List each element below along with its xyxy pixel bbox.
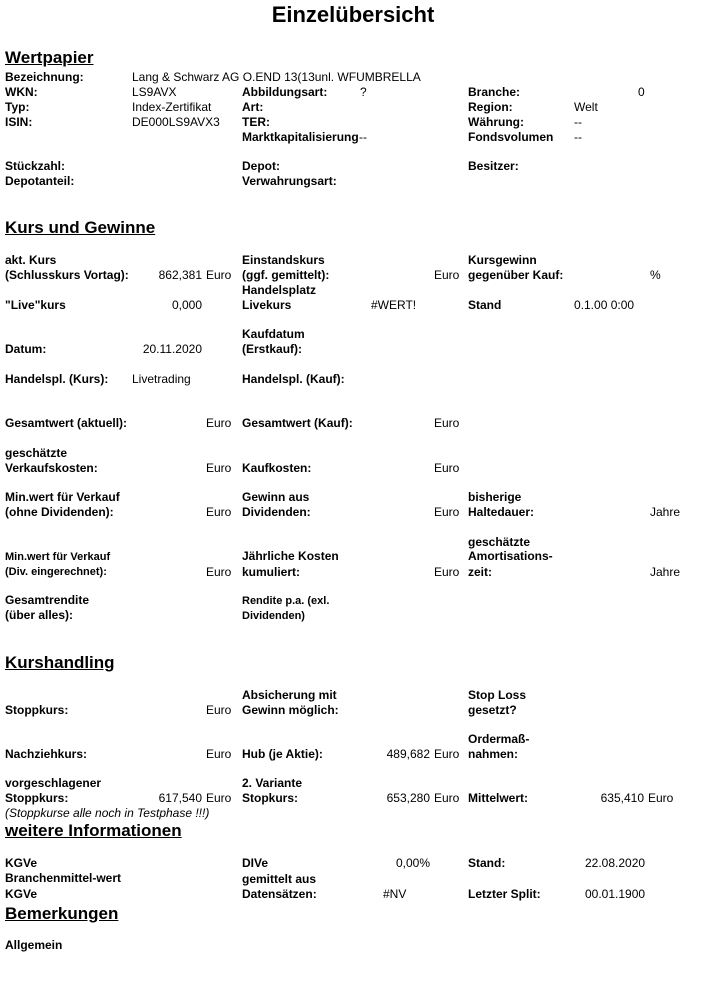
isin-value: DE000LS9AVX3 — [132, 115, 220, 129]
region-label: Region: — [468, 100, 513, 114]
gewinn-dividenden-unit: Euro — [434, 505, 460, 519]
rendite-pa-label-2: Dividenden) — [242, 610, 305, 622]
verkaufskosten-label: geschätzte — [5, 446, 68, 460]
section-bemerkungen: Bemerkungen — [5, 904, 119, 923]
section-weitere-informationen: weitere Informationen — [5, 821, 182, 840]
bezeichnung-label: Bezeichnung: — [5, 70, 84, 84]
typ-value: Index-Zertifikat — [132, 100, 212, 114]
letzter-split-label: Letzter Split: — [468, 887, 541, 901]
kaufdatum-label-2: (Erstkauf): — [242, 342, 303, 356]
kursgewinn-unit: % — [650, 268, 661, 282]
section-wertpapier: Wertpapier — [5, 48, 94, 67]
handelsplatz-livekurs-label-2: Livekurs — [242, 298, 292, 312]
stoploss-label: Stop Loss — [468, 688, 527, 702]
handelspl-kauf-label: Handelspl. (Kauf): — [242, 372, 345, 386]
waehrung-value: -- — [574, 115, 582, 129]
kgve-label: KGVe — [5, 856, 38, 870]
weitere-stand-value: 22.08.2020 — [585, 856, 646, 870]
vorgeschlagener-stoppkurs-value: 617,540 — [158, 791, 202, 805]
minwert-ohne-div-label-2: (ohne Dividenden): — [5, 505, 114, 519]
mittelwert-label: Mittelwert: — [468, 791, 528, 805]
amortisation-label: geschätzte — [468, 535, 531, 549]
allgemein-label: Allgemein — [5, 938, 63, 952]
rendite-pa-label: Rendite p.a. (exl. — [242, 595, 330, 607]
datum-label: Datum: — [5, 342, 47, 356]
minwert-ohne-div-unit: Euro — [206, 505, 232, 519]
fondsvolumen-value: -- — [574, 130, 582, 144]
gesamtwert-kauf-unit: Euro — [434, 416, 460, 430]
livekurs-value: 0,000 — [171, 298, 202, 312]
depotanteil-label: Depotanteil: — [5, 174, 75, 188]
verkaufskosten-label-2: Verkaufskosten: — [5, 461, 98, 475]
gemittelt-value: #NV — [383, 887, 407, 901]
akt-kurs-value: 862,381 — [158, 268, 202, 282]
gesamtwert-aktuell-label: Gesamtwert (aktuell): — [5, 416, 128, 430]
wkn-value: LS9AVX — [132, 85, 177, 99]
haltedauer-label: bisherige — [468, 490, 522, 504]
hub-unit: Euro — [434, 747, 460, 761]
waehrung-label: Währung: — [468, 115, 524, 129]
absicherung-label: Absicherung mit — [242, 688, 337, 702]
handelsplatz-livekurs-label: Handelsplatz — [242, 283, 317, 297]
kursgewinn-label: Kursgewinn — [468, 253, 537, 267]
bezeichnung-value: Lang & Schwarz AG O.END 13(13unl. WFUMBRELLA — [132, 70, 421, 84]
weitere-stand-label: Stand: — [468, 856, 506, 870]
verkaufskosten-unit: Euro — [206, 461, 232, 475]
minwert-mit-div-label-2: (Div. eingerechnet): — [5, 566, 107, 578]
page-title: Einzelübersicht — [271, 2, 435, 27]
marktkap-value: -- — [359, 130, 367, 144]
stand-label: Stand — [468, 298, 502, 312]
jaehrliche-kosten-label: Jährliche Kosten — [242, 549, 339, 563]
einstandskurs-label: Einstandskurs — [242, 253, 325, 267]
fondsvolumen-label: Fondsvolumen — [468, 130, 554, 144]
handelsplatz-livekurs-value: #WERT! — [371, 298, 417, 312]
gesamtwert-aktuell-unit: Euro — [206, 416, 232, 430]
amortisation-label-3: zeit: — [468, 565, 492, 579]
variante-label: 2. Variante — [242, 776, 303, 790]
stoploss-label-2: gesetzt? — [468, 703, 517, 717]
handelspl-kurs-value: Livetrading — [132, 372, 191, 386]
dive-value: 0,00% — [395, 856, 430, 870]
einstandskurs-unit: Euro — [434, 268, 460, 282]
isin-label: ISIN: — [5, 115, 33, 129]
testphase-note: (Stoppkurse alle noch in Testphase !!!) — [5, 806, 210, 820]
mittelwert-unit: Euro — [648, 791, 674, 805]
variante-unit: Euro — [434, 791, 460, 805]
minwert-ohne-div-label: Min.wert für Verkauf — [5, 490, 120, 504]
branche-label: Branche: — [468, 85, 521, 99]
section-kurs-und-gewinne: Kurs und Gewinne — [5, 218, 156, 237]
abbildungsart-value: ? — [360, 85, 367, 99]
hub-value: 489,682 — [386, 747, 430, 761]
abbildungsart-label: Abbildungsart: — [242, 85, 328, 99]
ordermassnahmen-label-2: nahmen: — [468, 747, 519, 761]
kursgewinn-label-2: gegenüber Kauf: — [468, 268, 564, 282]
jaehrliche-kosten-label-2: kumuliert: — [242, 565, 301, 579]
vorgeschlagener-stoppkurs-label-2: Stoppkurs: — [5, 791, 69, 805]
nachziehkurs-label: Nachziehkurs: — [5, 747, 88, 761]
akt-kurs-label-2: (Schlusskurs Vortag): — [5, 268, 129, 282]
ordermassnahmen-label: Ordermaß- — [468, 732, 530, 746]
einstandskurs-label-2: (ggf. gemittelt): — [242, 268, 330, 282]
letzter-split-value: 00.01.1900 — [585, 887, 646, 901]
stueckzahl-label: Stückzahl: — [5, 159, 66, 173]
haltedauer-label-2: Haltedauer: — [468, 505, 535, 519]
handelspl-kurs-label: Handelspl. (Kurs): — [5, 372, 109, 386]
typ-label: Typ: — [5, 100, 30, 114]
marktkap-label: Marktkapitalisierung — [242, 130, 359, 144]
verwahrungsart-label: Verwahrungsart: — [242, 174, 337, 188]
gesamtrendite-label-2: (über alles): — [5, 608, 74, 622]
ter-label: TER: — [242, 115, 270, 129]
mittelwert-value: 635,410 — [600, 791, 644, 805]
branche-value: 0 — [638, 85, 645, 99]
vorgeschlagener-stoppkurs-label: vorgeschlagener — [5, 776, 102, 790]
stand-value: 0.1.00 0:00 — [574, 298, 635, 312]
hub-label: Hub (je Aktie): — [242, 747, 323, 761]
besitzer-label: Besitzer: — [468, 159, 519, 173]
amortisation-unit: Jahre — [650, 565, 681, 579]
gewinn-dividenden-label: Gewinn aus — [242, 490, 310, 504]
minwert-mit-div-unit: Euro — [206, 565, 232, 579]
variante-label-2: Stopkurs: — [242, 791, 299, 805]
minwert-mit-div-label: Min.wert für Verkauf — [5, 551, 111, 563]
gemittelt-label-2: Datensätzen: — [242, 887, 317, 901]
kaufkosten-unit: Euro — [434, 461, 460, 475]
akt-kurs-label: akt. Kurs — [5, 253, 57, 267]
nachziehkurs-unit: Euro — [206, 747, 232, 761]
jaehrliche-kosten-unit: Euro — [434, 565, 460, 579]
gewinn-dividenden-label-2: Dividenden: — [242, 505, 311, 519]
wkn-label: WKN: — [5, 85, 38, 99]
stoppkurs-unit: Euro — [206, 703, 232, 717]
region-value: Welt — [574, 100, 598, 114]
kaufkosten-label: Kaufkosten: — [242, 461, 312, 475]
dive-label: DIVe — [242, 856, 269, 870]
depot-label: Depot: — [242, 159, 280, 173]
akt-kurs-unit: Euro — [206, 268, 232, 282]
gemittelt-label: gemittelt aus — [242, 872, 317, 886]
amortisation-label-2: Amortisations- — [468, 549, 553, 563]
vorgeschlagener-stoppkurs-unit: Euro — [206, 791, 232, 805]
livekurs-label: "Live"kurs — [5, 298, 66, 312]
absicherung-label-2: Gewinn möglich: — [242, 703, 339, 717]
art-label: Art: — [242, 100, 264, 114]
kaufdatum-label: Kaufdatum — [242, 327, 305, 341]
section-kurshandling: Kurshandling — [5, 653, 115, 672]
haltedauer-unit: Jahre — [650, 505, 681, 519]
variante-value: 653,280 — [386, 791, 430, 805]
gesamtwert-kauf-label: Gesamtwert (Kauf): — [242, 416, 353, 430]
branchenmittel-label: Branchenmittel-wert — [5, 871, 122, 885]
datum-value: 20.11.2020 — [142, 342, 202, 356]
gesamtrendite-label: Gesamtrendite — [5, 593, 90, 607]
branchenmittel-label-2: KGVe — [5, 887, 38, 901]
stoppkurs-label: Stoppkurs: — [5, 703, 69, 717]
